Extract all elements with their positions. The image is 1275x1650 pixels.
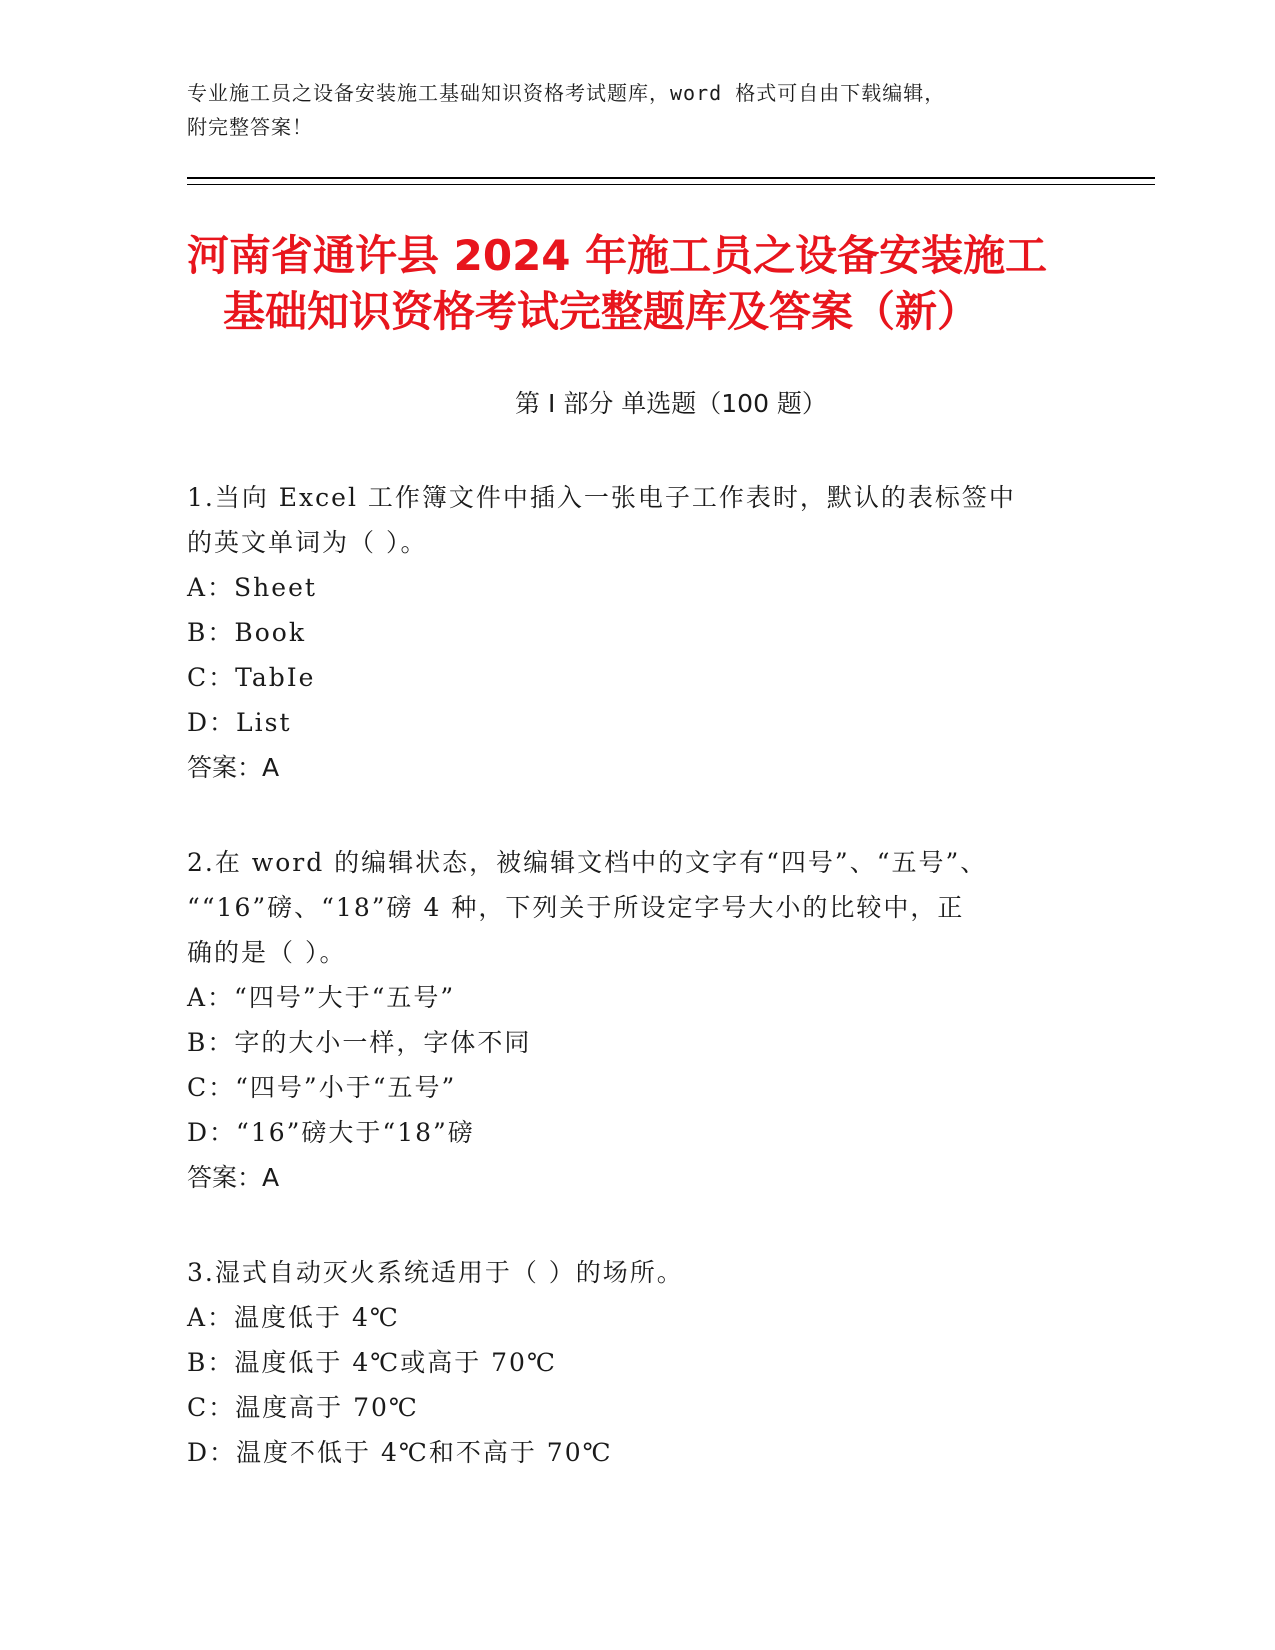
question-stem-line: 确的是（ ）。 xyxy=(187,938,347,967)
answer-key: 答案：A xyxy=(187,753,280,782)
answer-option: D：List xyxy=(187,708,292,737)
document-title-line: 基础知识资格考试完整题库及答案（新） xyxy=(223,287,980,336)
answer-option: D：温度不低于 4℃和不高于 70℃ xyxy=(187,1438,613,1467)
answer-option: D：“16”磅大于“18”磅 xyxy=(187,1118,475,1147)
answer-key: 答案：A xyxy=(187,1163,280,1192)
question-block xyxy=(187,475,1067,790)
document-title xyxy=(187,228,1087,340)
question-block xyxy=(187,1250,1067,1475)
question-stem-line: 1.当向 Excel 工作簿文件中插入一张电子工作表时，默认的表标签中 xyxy=(187,483,1016,512)
question-stem-line: 2.在 word 的编辑状态，被编辑文档中的文字有“四号”、“五号”、 xyxy=(187,848,988,877)
answer-option: A：“四号”大于“五号” xyxy=(187,983,456,1012)
answer-option: B：字的大小一样，字体不同 xyxy=(187,1028,532,1057)
question-stem-line: 3.湿式自动灭火系统适用于（ ）的场所。 xyxy=(187,1258,684,1287)
header-rule-thin xyxy=(187,184,1155,185)
answer-option: C：“四号”小于“五号” xyxy=(187,1073,457,1102)
answer-option: C：TabIe xyxy=(187,663,316,692)
answer-option: A：Sheet xyxy=(187,573,317,602)
question-stem-line: 的英文单词为（ ）。 xyxy=(187,528,428,557)
document-title-line: 河南省通许县 2024 年施工员之设备安装施工 xyxy=(187,231,1048,280)
answer-option: A：温度低于 4℃ xyxy=(187,1303,400,1332)
header-note-line: 专业施工员之设备安装施工基础知识资格考试题库，word 格式可自由下载编辑， xyxy=(187,81,946,105)
answer-option: B：Book xyxy=(187,618,306,647)
header-note-line: 附完整答案！ xyxy=(187,115,313,139)
section-title: 第 I 部分 单选题（100 题） xyxy=(515,389,827,418)
answer-option: C：温度高于 70℃ xyxy=(187,1393,419,1422)
header-note xyxy=(187,76,1087,144)
header-rule-thick xyxy=(187,177,1155,179)
question-stem-line: ““16”磅、“18”磅 4 种，下列关于所设定字号大小的比较中，正 xyxy=(187,893,965,922)
question-block xyxy=(187,840,1067,1200)
answer-option: B：温度低于 4℃或高于 70℃ xyxy=(187,1348,557,1377)
